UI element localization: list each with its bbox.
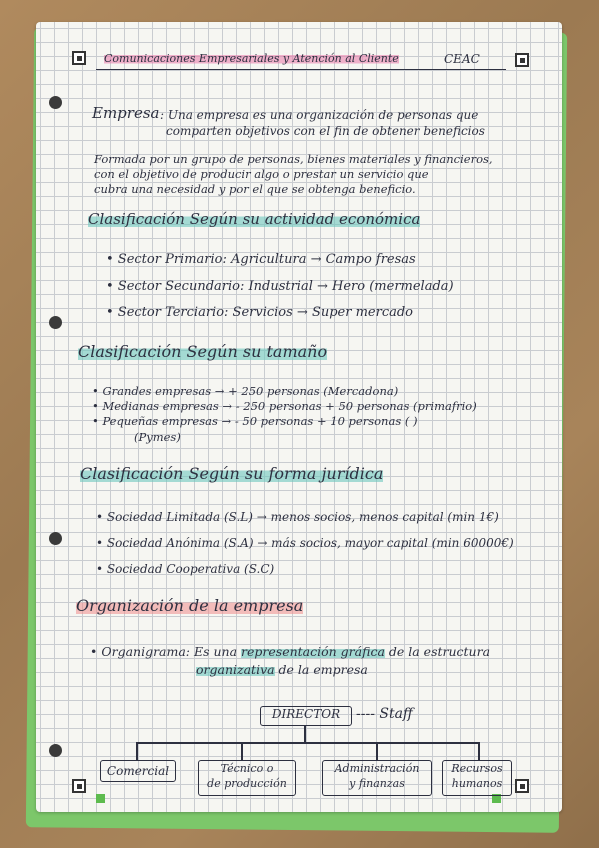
orgchart-box-recursos: Recursos humanos xyxy=(442,760,512,796)
orgchart-box-administracion: Administración y finanzas xyxy=(322,760,432,796)
orgchart-connector xyxy=(376,742,378,760)
list-item: • Sector Secundario: Industrial → Hero (mermelada) xyxy=(106,279,454,294)
punch-hole xyxy=(49,532,62,545)
definition-term: Empresa xyxy=(92,104,160,122)
header-rule xyxy=(96,69,506,70)
notebook-page xyxy=(36,22,562,812)
list-item: • Pequeñas empresas → - 50 personas + 10 personas ( ) xyxy=(92,414,418,428)
punch-hole xyxy=(49,96,62,109)
school-label: CEAC xyxy=(444,52,480,66)
corner-mark-icon xyxy=(515,779,529,793)
punch-hole xyxy=(49,744,62,757)
section-heading: Organización de la empresa xyxy=(76,596,304,615)
orgchart-connector xyxy=(304,726,306,742)
orgchart-staff-label: ---- Staff xyxy=(356,706,413,722)
green-marker xyxy=(96,794,105,803)
corner-mark-icon xyxy=(72,779,86,793)
definition-paragraph: cubra una necesidad y por el que se obtenga beneficio. xyxy=(94,182,416,196)
corner-mark-icon xyxy=(72,51,86,65)
orgchart-connector xyxy=(478,742,480,760)
orgchart-box-comercial: Comercial xyxy=(100,760,176,782)
list-item: • Medianas empresas → - 250 personas + 50 personas (primafrio) xyxy=(92,399,477,413)
list-item: • Grandes empresas → + 250 personas (Mercadona) xyxy=(92,384,399,398)
organigram-definition: • Organigrama: Es una representación gráfica de la estructura xyxy=(90,644,491,659)
subject-title: Comunicaciones Empresariales y Atención al Cliente xyxy=(104,52,399,65)
orgchart-connector xyxy=(241,742,243,760)
list-item: • Sociedad Anónima (S.A) → más socios, mayor capital (min 60000€) xyxy=(96,536,514,550)
orgchart-box-tecnico: Técnico o de producción xyxy=(198,760,296,796)
orgchart-director-box: DIRECTOR xyxy=(260,706,352,726)
definition-line: : Una empresa es una organización de personas que xyxy=(160,108,479,122)
section-heading: Clasificación Según su forma jurídica xyxy=(80,464,384,483)
list-item-note: (Pymes) xyxy=(134,430,181,444)
list-item: • Sociedad Limitada (S.L) → menos socios, menos capital (min 1€) xyxy=(96,510,499,524)
orgchart-connector xyxy=(136,742,478,744)
definition-paragraph: Formada por un grupo de personas, bienes materiales y financieros, xyxy=(94,152,493,166)
punch-hole xyxy=(49,316,62,329)
section-heading: Clasificación Según su tamaño xyxy=(78,342,328,361)
organigram-definition: organizativa de la empresa xyxy=(196,662,368,677)
list-item: • Sociedad Cooperativa (S.C) xyxy=(96,562,275,576)
definition-paragraph: con el objetivo de producir algo o prestar un servicio que xyxy=(94,167,429,181)
definition-line: comparten objetivos con el fin de obtener beneficios xyxy=(166,124,485,138)
list-item: • Sector Primario: Agricultura → Campo fresas xyxy=(106,252,416,267)
corner-mark-icon xyxy=(515,53,529,67)
orgchart-connector xyxy=(136,742,138,760)
section-heading: Clasificación Según su actividad económica xyxy=(88,210,421,228)
list-item: • Sector Terciario: Servicios → Super mercado xyxy=(106,305,414,320)
